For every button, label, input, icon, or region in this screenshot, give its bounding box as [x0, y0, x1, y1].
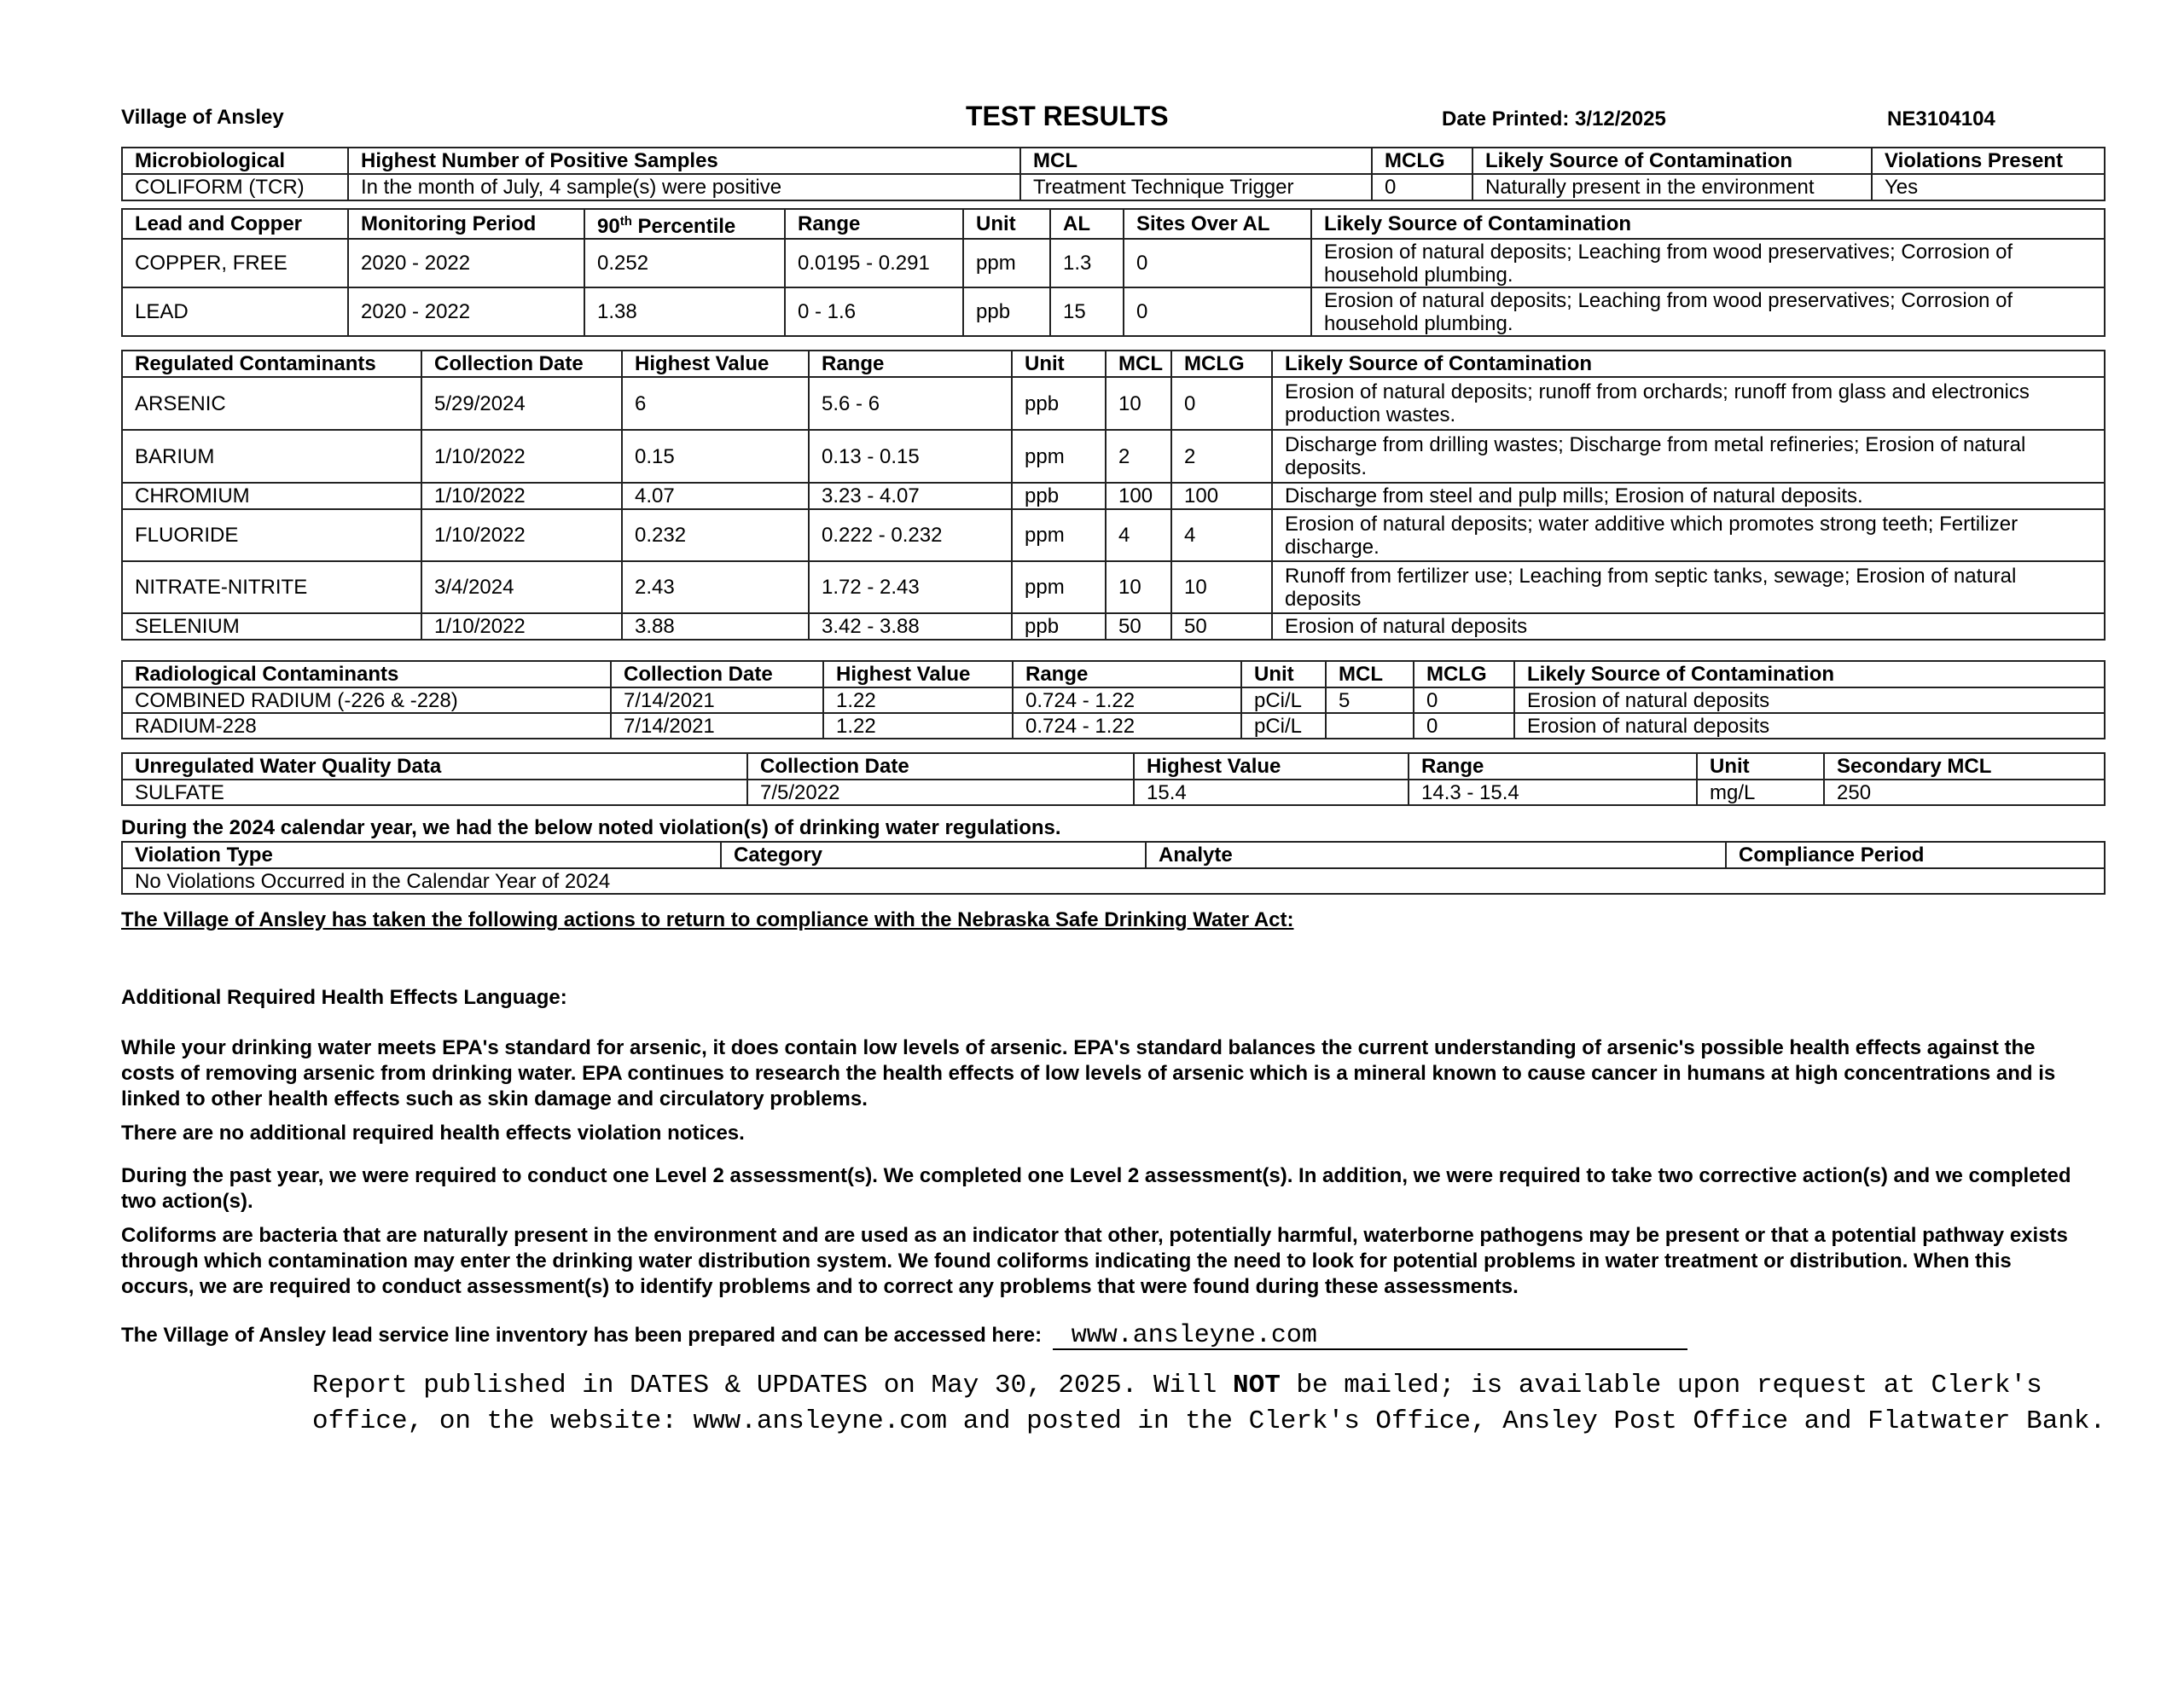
table-cell: BARIUM	[122, 430, 421, 483]
publication-note-text: be mailed; is available upon request at Clerk's office, on the website: www.ansleyne.com and posted in the Clerk's Office, Ansley Post Office and Flatwater Bank.	[312, 1371, 2106, 1436]
inventory-line	[121, 1323, 2083, 1350]
col-header: Unit	[1697, 753, 1824, 780]
table-cell: COPPER, FREE	[122, 239, 348, 287]
compliance-actions-heading: The Village of Ansley has taken the following actions to return to compliance with the Nebraska Safe Drinking Water Act:	[121, 908, 1294, 931]
table-cell: 2020 - 2022	[348, 287, 584, 336]
page-title: TEST RESULTS	[966, 101, 1169, 131]
table-cell: 0.232	[622, 509, 809, 561]
table-cell: Erosion of natural deposits; Leaching from wood preservatives; Corrosion of household plumbing.	[1311, 239, 2105, 287]
col-header: Category	[721, 842, 1146, 868]
col-header: Range	[1013, 661, 1241, 687]
col-header: Compliance Period	[1726, 842, 2105, 868]
inventory-label: The Village of Ansley lead service line inventory has been prepared and can be accessed here:	[121, 1324, 1043, 1347]
microbiological-table	[121, 147, 2106, 201]
col-header: Range	[785, 209, 963, 239]
table-cell: 4	[1106, 509, 1171, 561]
table-cell: Erosion of natural deposits; runoff from orchards; runoff from glass and electronics production wastes.	[1272, 377, 2105, 430]
col-header: Secondary MCL	[1824, 753, 2105, 780]
table-cell: 0.724 - 1.22	[1013, 687, 1241, 713]
col-header: MCL	[1106, 351, 1171, 377]
table-cell: pCi/L	[1241, 687, 1326, 713]
table-cell: COLIFORM (TCR)	[122, 174, 348, 200]
table-cell: 10	[1106, 561, 1171, 613]
col-header: Likely Source of Contamination	[1514, 661, 2105, 687]
table-cell: 7/14/2021	[611, 687, 823, 713]
table-cell: 1.22	[823, 713, 1013, 739]
table-cell: 0.222 - 0.232	[809, 509, 1012, 561]
table-row	[122, 174, 2105, 200]
col-header: Lead and Copper	[122, 209, 348, 239]
table-cell: 4.07	[622, 483, 809, 509]
col-header: Unit	[1241, 661, 1326, 687]
col-header: Radiological Contaminants	[122, 661, 611, 687]
col-header: Regulated Contaminants	[122, 351, 421, 377]
table-row	[122, 687, 2105, 713]
table-cell: 1/10/2022	[421, 483, 622, 509]
table-cell: In the month of July, 4 sample(s) were positive	[348, 174, 1020, 200]
publication-note	[312, 1368, 2146, 1440]
table-cell: LEAD	[122, 287, 348, 336]
col-header: Violations Present	[1872, 148, 2105, 174]
table-row	[122, 561, 2105, 613]
table-cell: ppm	[963, 239, 1050, 287]
table-row	[122, 780, 2105, 805]
table-cell: RADIUM-228	[122, 713, 611, 739]
col-header: MCLG	[1171, 351, 1272, 377]
table-cell: 1.38	[584, 287, 785, 336]
table-cell: 15	[1050, 287, 1124, 336]
table-row	[122, 483, 2105, 509]
col-header: Analyte	[1146, 842, 1726, 868]
table-cell: 0.0195 - 0.291	[785, 239, 963, 287]
table-cell: 0	[1171, 377, 1272, 430]
table-cell: Erosion of natural deposits	[1514, 687, 2105, 713]
col-header: Unit	[1012, 351, 1106, 377]
regulated-contaminants-table	[121, 350, 2106, 641]
table-cell: Erosion of natural deposits	[1272, 613, 2105, 640]
table-cell: 0.252	[584, 239, 785, 287]
table-cell: 0	[1124, 239, 1311, 287]
col-header: MCL	[1326, 661, 1414, 687]
violations-intro: During the 2024 calendar year, we had the below noted violation(s) of drinking water regulations.	[121, 816, 1061, 839]
table-row	[122, 239, 2105, 287]
table-cell: ppm	[1012, 430, 1106, 483]
table-cell: 3.88	[622, 613, 809, 640]
table-cell: 0.724 - 1.22	[1013, 713, 1241, 739]
table-cell: Naturally present in the environment	[1472, 174, 1872, 200]
table-cell: Yes	[1872, 174, 2105, 200]
table-cell: 5.6 - 6	[809, 377, 1012, 430]
unregulated-table	[121, 752, 2106, 806]
table-cell: 1/10/2022	[421, 613, 622, 640]
col-header: Microbiological	[122, 148, 348, 174]
table-row	[122, 430, 2105, 483]
table-cell: 5	[1326, 687, 1414, 713]
table-cell: 10	[1106, 377, 1171, 430]
table-cell	[1326, 713, 1414, 739]
table-cell: 0.15	[622, 430, 809, 483]
col-header: Sites Over AL	[1124, 209, 1311, 239]
coliforms-paragraph: Coliforms are bacteria that are naturally present in the environment and are used as an indicator that other, potentially harmful, waterborne pathogens may be present or that a potential pathway exists through which contamination may enter the drinking water distribution system. We found coliforms indicating the need to look for potential problems in water treatment or distribution. When this occurs, we are required to conduct assessment(s) to identify problems and to correct any problems that were found during these assessments.	[121, 1224, 2068, 1298]
table-cell: ppm	[1012, 561, 1106, 613]
table-cell: 14.3 - 15.4	[1409, 780, 1697, 805]
table-cell: 100	[1171, 483, 1272, 509]
violations-table	[121, 841, 2106, 895]
inventory-link[interactable]	[1053, 1323, 1687, 1350]
table-cell: 2	[1106, 430, 1171, 483]
system-name: Village of Ansley	[121, 106, 284, 129]
publication-note-emphasis: NOT	[1232, 1371, 1281, 1400]
col-header: Range	[809, 351, 1012, 377]
inventory-url[interactable]: www.ansleyne.com	[1071, 1321, 1317, 1350]
table-cell: pCi/L	[1241, 713, 1326, 739]
table-cell: 0	[1372, 174, 1472, 200]
table-cell: 1/10/2022	[421, 509, 622, 561]
col-header: Highest Value	[823, 661, 1013, 687]
col-header: Violation Type	[122, 842, 721, 868]
col-header: MCL	[1020, 148, 1372, 174]
table-cell: 50	[1106, 613, 1171, 640]
lead-copper-table	[121, 208, 2106, 337]
pws-id: NE3104104	[1887, 107, 1995, 130]
col-header: Highest Value	[1134, 753, 1409, 780]
table-cell: 5/29/2024	[421, 377, 622, 430]
table-cell: mg/L	[1697, 780, 1824, 805]
col-header: Unregulated Water Quality Data	[122, 753, 747, 780]
table-row	[122, 613, 2105, 640]
col-header: Monitoring Period	[348, 209, 584, 239]
col-header: Unit	[963, 209, 1050, 239]
date-printed: Date Printed: 3/12/2025	[1442, 107, 1666, 130]
table-cell: CHROMIUM	[122, 483, 421, 509]
table-cell: 100	[1106, 483, 1171, 509]
table-cell: Runoff from fertilizer use; Leaching from septic tanks, sewage; Erosion of natural deposits	[1272, 561, 2105, 613]
col-header: Likely Source of Contamination	[1311, 209, 2105, 239]
table-row	[122, 713, 2105, 739]
table-cell: ppb	[1012, 613, 1106, 640]
table-cell: 3.23 - 4.07	[809, 483, 1012, 509]
arsenic-paragraph: While your drinking water meets EPA's standard for arsenic, it does contain low levels of arsenic. EPA's standard balances the current understanding of arsenic's possible health effects against the costs of removing arsenic from drinking water. EPA continues to research the health effects of low levels of arsenic which is a mineral known to cause cancer in humans at high concentrations and is linked to other health effects such as skin damage and circulatory problems.	[121, 1036, 2056, 1110]
table-cell: ppm	[1012, 509, 1106, 561]
table-cell: ppb	[1012, 377, 1106, 430]
table-row	[122, 287, 2105, 336]
table-cell: Treatment Technique Trigger	[1020, 174, 1372, 200]
table-cell: 1.22	[823, 687, 1013, 713]
table-cell: ARSENIC	[122, 377, 421, 430]
table-cell: 250	[1824, 780, 2105, 805]
table-cell: 4	[1171, 509, 1272, 561]
table-cell: NITRATE-NITRITE	[122, 561, 421, 613]
col-header: Collection Date	[611, 661, 823, 687]
table-cell: 7/14/2021	[611, 713, 823, 739]
table-cell: 2020 - 2022	[348, 239, 584, 287]
table-cell: No Violations Occurred in the Calendar Year of 2024	[122, 868, 2105, 894]
table-cell: 0	[1414, 687, 1514, 713]
no-notices-paragraph: There are no additional required health effects violation notices.	[121, 1122, 745, 1145]
col-header: MCLG	[1414, 661, 1514, 687]
table-cell: 3.42 - 3.88	[809, 613, 1012, 640]
col-header: Range	[1409, 753, 1697, 780]
col-header: MCLG	[1372, 148, 1472, 174]
table-cell: Erosion of natural deposits; water additive which promotes strong teeth; Fertilizer discharge.	[1272, 509, 2105, 561]
table-cell: 10	[1171, 561, 1272, 613]
table-cell: 0	[1124, 287, 1311, 336]
table-cell: 1/10/2022	[421, 430, 622, 483]
col-header: Likely Source of Contamination	[1272, 351, 2105, 377]
table-cell: 0.13 - 0.15	[809, 430, 1012, 483]
table-cell: COMBINED RADIUM (-226 & -228)	[122, 687, 611, 713]
table-cell: Erosion of natural deposits; Leaching from wood preservatives; Corrosion of household plumbing.	[1311, 287, 2105, 336]
table-row	[122, 509, 2105, 561]
table-cell: ppb	[963, 287, 1050, 336]
table-cell: SELENIUM	[122, 613, 421, 640]
col-header: Collection Date	[421, 351, 622, 377]
table-cell: SULFATE	[122, 780, 747, 805]
col-header: AL	[1050, 209, 1124, 239]
table-cell: 15.4	[1134, 780, 1409, 805]
table-cell: 3/4/2024	[421, 561, 622, 613]
col-header: Likely Source of Contamination	[1472, 148, 1872, 174]
table-cell: 0	[1414, 713, 1514, 739]
table-cell: FLUORIDE	[122, 509, 421, 561]
table-cell: 1.3	[1050, 239, 1124, 287]
health-effects-heading: Additional Required Health Effects Language:	[121, 986, 567, 1009]
table-cell: ppb	[1012, 483, 1106, 509]
table-cell: 7/5/2022	[747, 780, 1134, 805]
col-header: Collection Date	[747, 753, 1134, 780]
table-cell: 0 - 1.6	[785, 287, 963, 336]
col-header: Highest Value	[622, 351, 809, 377]
table-cell: 6	[622, 377, 809, 430]
col-header: Highest Number of Positive Samples	[348, 148, 1020, 174]
table-row	[122, 868, 2105, 894]
table-cell: 2	[1171, 430, 1272, 483]
table-cell: Erosion of natural deposits	[1514, 713, 2105, 739]
table-cell: Discharge from steel and pulp mills; Erosion of natural deposits.	[1272, 483, 2105, 509]
table-row	[122, 377, 2105, 430]
table-cell: 2.43	[622, 561, 809, 613]
publication-note-text: Report published in DATES & UPDATES on May 30, 2025. Will	[312, 1371, 1233, 1400]
table-cell: Discharge from drilling wastes; Discharge from metal refineries; Erosion of natural deposits.	[1272, 430, 2105, 483]
col-header: 90th Percentile	[584, 209, 785, 239]
radiological-table	[121, 660, 2106, 739]
table-cell: 50	[1171, 613, 1272, 640]
assessment-paragraph: During the past year, we were required to conduct one Level 2 assessment(s). We completed one Level 2 assessment(s). In addition, we were required to take two corrective action(s) and we completed two action(s).	[121, 1164, 2071, 1213]
table-cell: 1.72 - 2.43	[809, 561, 1012, 613]
